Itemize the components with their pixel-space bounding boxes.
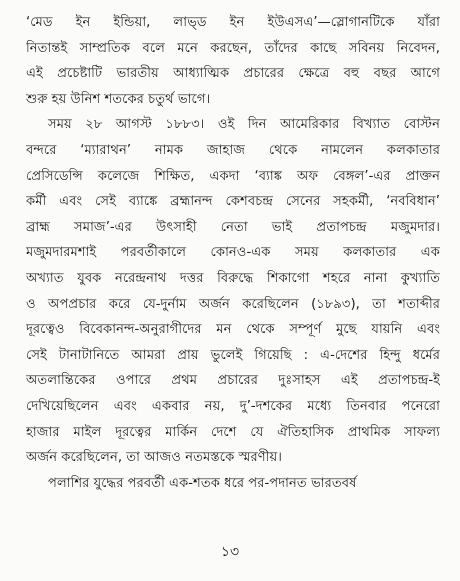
text-line: মজুমদারমশাই পরবর্তীকালে কোনও-এক সময় কলকাতার এক [26,245,440,261]
text-line: ও অপপ্রচার করে যে-দুর্নাম অর্জন করেছিলেন (১৮৯৩), তা শতাব্দীর [26,296,440,312]
text-line: এই প্রচেষ্টাটি ভারতীয় আধ্যাত্মিক প্রচারের ক্ষেত্রে বহু বছর আগে [26,66,440,82]
text-line: ব্রাহ্ম সমাজ’-এর উৎসাহী নেতা ভাই প্রতাপচন্দ্র মজুমদার। [26,219,440,235]
text-line: অতলান্তিকের ওপারে প্রথম প্রচারের দুঃসাহস এই প্রতাপচন্দ্র-ই [26,373,440,389]
paragraph-2 [26,112,440,470]
text-line: অর্জন করেছিলেন, তা আজও নতমস্তকে স্মরণীয়। [26,450,282,466]
text-line: হাজার মাইল দূরত্বের মার্কিন দেশে যে ঐতিহাসিক প্রাথমিক সাফল্য [26,424,440,440]
paragraph-3 [26,471,440,497]
text-line: দেখিয়েছিলেন এবং একবার নয়, দু’-দশকের মধ্যে তিনবার পনেরো [26,398,440,414]
text-line: শুরু হয় উনিশ শতকের চতুর্থ ভাগে। [26,91,211,107]
text-line: অখ্যাত যুবক নরেন্দ্রনাথ দত্তর বিরুদ্ধে শিকাগো শহরে নানা কুখ্যাতি [26,270,440,286]
text-line: নিতান্তই সাম্প্রতিক বলে মনে করছেন, তাঁদের কাছে সবিনয় নিবেদন, [26,40,440,56]
page-number: ১৩ [220,544,240,560]
text-line: বন্দরে ‘ম্যারাথন’ নামক জাহাজ থেকে নামলেন কলকাতার [26,142,440,158]
text-line: কর্মী এবং সেই ব্যাঙ্কে ব্রহ্মানন্দ কেশবচন্দ্র সেনের সহকর্মী, ‘নববিধান’ [26,194,440,210]
text-line: প্রেসিডেন্সি কলেজে শিক্ষিত, একদা ‘ব্যাঙ্ক অফ বেঙ্গল’-এর প্রাক্তন [26,168,440,184]
text-line: পলাশির যুদ্ধের পরবর্তী এক-শতক ধরে পর-পদানত ভারতবর্ষ [48,475,357,491]
text-line: দূরত্বেও বিবেকানন্দ-অনুরাগীদের মন থেকে সম্পূর্ণ মুছে যায়নি এবং [26,322,440,338]
text-line: সময় ২৮ আগস্ট ১৮৮৩। ওই দিন আমেরিকার বিখ্যাত বোস্টন [48,117,440,133]
text-line: সেই টানাটানিতে আমরা প্রায় ভুলেই গিয়েছি : এ-দেশের হিন্দু ধর্মের [26,347,440,363]
paragraph-1 [26,10,440,112]
text-line: ‘মেড ইন ইন্ডিয়া, লাভ্‌ড ইন ইউএসএ’—স্লোগানটিকে যাঁরা [26,15,440,30]
